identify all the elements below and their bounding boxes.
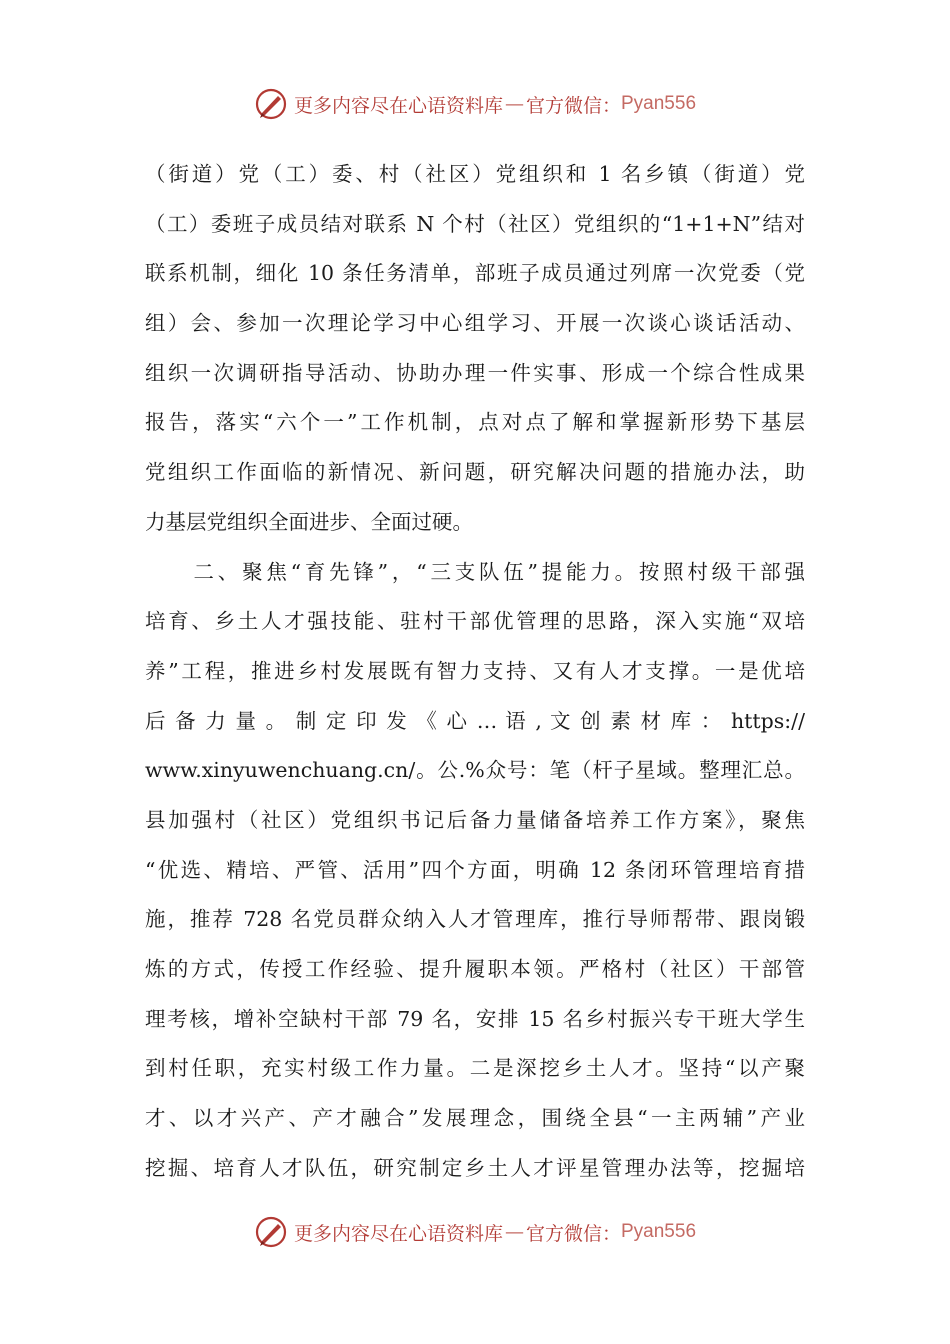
text-line: 到村任职，充实村级工作力量。二是深挖乡土人才。坚持“以产聚 [145, 1056, 805, 1081]
text-line: （街道）党（工）委、村（社区）党组织和 1 名乡镇（街道）党 [145, 162, 805, 186]
header-banner-separator: — [504, 93, 524, 115]
header-banner [0, 84, 950, 124]
text-line: 养”工程，推进乡村发展既有智力支持、又有人才支撑。一是优培 [145, 658, 805, 683]
text-line: 炼的方式，传授工作经验、提升履职本领。严格村（社区）干部管 [145, 957, 805, 981]
text-line: 报告，落实“六个一”工作机制，点对点了解和掌握新形势下基层 [145, 410, 805, 435]
text-line: 培育、乡土人才强技能、驻村干部优管理的思路，深入实施“双培 [145, 609, 805, 634]
pen-logo-icon [254, 1215, 288, 1249]
text-line: 才、以才兴产、产才融合”发展理念，围绕全县“一主两辅”产业 [145, 1106, 805, 1131]
text-line: 县加强村（社区）党组织书记后备力量储备培养工作方案》，聚焦 [145, 807, 805, 832]
footer-banner-separator: — [504, 1221, 524, 1243]
header-banner-wechat-label: 官方微信： [525, 94, 621, 117]
footer-banner-title: 更多内容尽在心语资料库 [293, 1222, 503, 1245]
text-line: 组）会、参加一次理论学习中心组学习、开展一次谈心谈话活动、 [145, 311, 805, 336]
header-banner-wechat-id: Pyan556 [621, 93, 697, 114]
text-line: 二、聚焦“育先锋”，“三支队伍”提能力。按照村级干部强 [145, 559, 805, 584]
text-line: 党组织工作面临的新情况、新问题，研究解决问题的措施办法，助 [145, 460, 805, 485]
text-line: 施，推荐 728 名党员群众纳入人才管理库，推行导师帮带、跟岗锻 [145, 907, 805, 932]
text-line: 理考核，增补空缺村干部 79 名，安排 15 名乡村振兴专干班大学生 [145, 1006, 805, 1031]
footer-banner-wechat-label: 官方微信： [525, 1222, 621, 1245]
header-banner-title: 更多内容尽在心语资料库 [293, 94, 503, 117]
text-line: “优选、精培、严管、活用”四个方面，明确 12 条闭环管理培育措 [145, 857, 805, 882]
text-line: （工）委班子成员结对联系 N 个村（社区）党组织的“1+1+N”结对 [145, 211, 805, 236]
text-line: 挖掘、培育人才队伍，研究制定乡土人才评星管理办法等，挖掘培 [145, 1155, 805, 1180]
text-line: 组织一次调研指导活动、协助办理一件实事、形成一个综合性成果 [145, 360, 805, 385]
footer-banner-wechat-id: Pyan556 [621, 1221, 697, 1242]
footer-banner [0, 1212, 950, 1252]
text-line: 力基层党组织全面进步、全面过硬。 [145, 509, 473, 534]
pen-logo-icon [254, 87, 288, 121]
document-body [145, 150, 805, 1193]
text-line: www.xinyuwenchuang.cn/。公.%众号：笔（杆子星域。整理汇总。 [145, 758, 805, 783]
text-line: 后 备 力 量 。 制 定 印 发 《 心 … 语 , 文 创 素 材 库 ： https:// [145, 708, 805, 733]
text-line: 联系机制，细化 10 条任务清单，部班子成员通过列席一次党委（党 [145, 261, 805, 286]
